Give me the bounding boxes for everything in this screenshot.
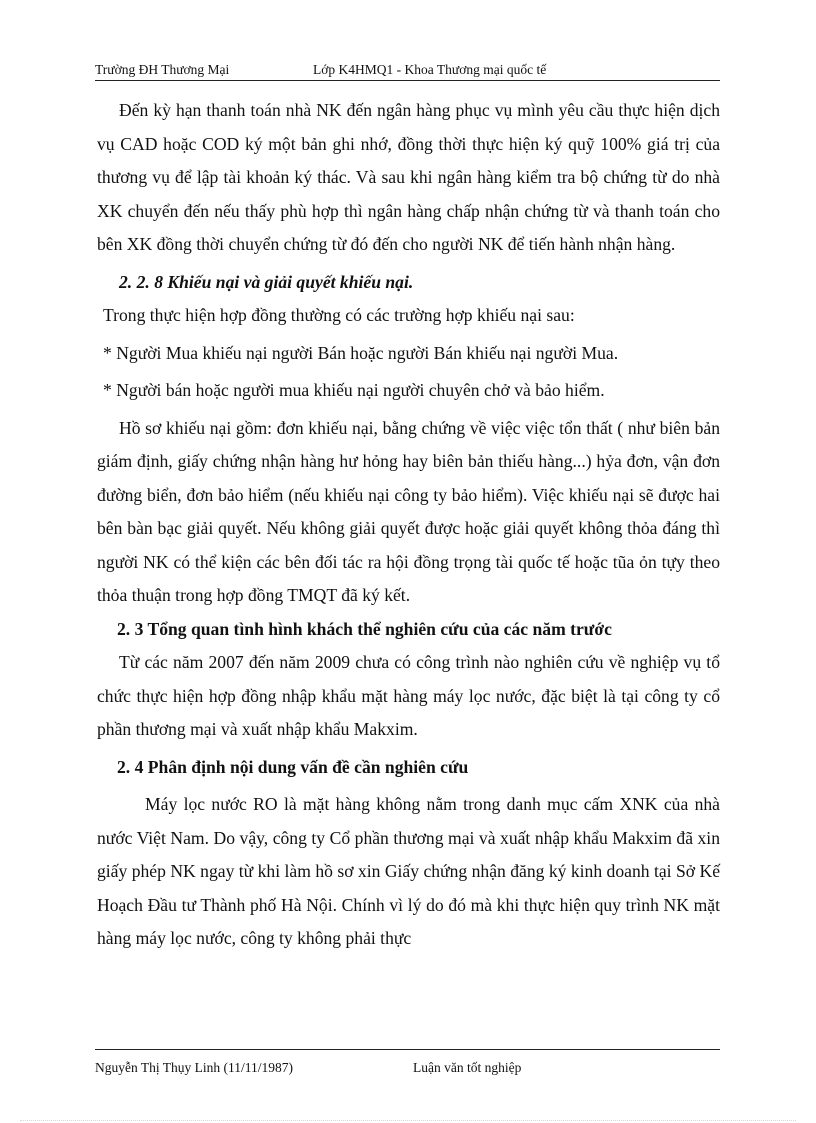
- paragraph-complaint-intro: Trong thực hiện hợp đồng thường có các trường hợp khiếu nại sau:: [103, 305, 575, 325]
- paragraph-ro-filter: Máy lọc nước RO là mặt hàng không nằm trong danh mục cấm XNK của nhà nước Việt Nam. Do vậy, công ty Cổ phần thương mại và xuất nhập khẩu Makxim đã xin giấy phép NK ngay từ khi làm hồ sơ xin Giấy chứng nhận đăng ký kinh doanh tại Sở Kế Hoạch Đầu tư Thành phố Hà Nội. Chính vì lý do đó mà khi thực hiện quy trình NK mặt hàng máy lọc nước, công ty không phải thực: [97, 794, 720, 948]
- document-body: [97, 94, 720, 956]
- paragraph-overview: Từ các năm 2007 đến năm 2009 chưa có công trình nào nghiên cứu về nghiệp vụ tổ chức thực hiện hợp đồng nhập khẩu mặt hàng máy lọc nước, đặc biệt là tại công ty cổ phần thương mại và xuất nhập khẩu Makxim.: [97, 652, 720, 739]
- header-class: Lớp K4HMQ1 - Khoa Thương mại quốc tế: [313, 62, 547, 77]
- paragraph-payment: Đến kỳ hạn thanh toán nhà NK đến ngân hàng phục vụ mình yêu cầu thực hiện dịch vụ CAD hoặc COD ký một bản ghi nhớ, đồng thời thực hiện ký quỹ 100% giá trị của thương vụ để lập tài khoản ký thác. Và sau khi ngân hàng kiểm tra bộ chứng từ do nhà XK chuyển đến nếu thấy phù hợp thì ngân hàng chấp nhận chứng từ và thanh toán cho bên XK đồng thời chuyển chứng từ đó đến cho người NK để tiến hành nhận hàng.: [97, 100, 720, 254]
- section-heading-2-3: 2. 3 Tổng quan tình hình khách thể nghiên cứu của các năm trước: [117, 618, 612, 639]
- bullet-item: * Người bán hoặc người mua khiếu nại người chuyên chở và bảo hiểm.: [103, 380, 605, 400]
- section-heading-2-4: 2. 4 Phân định nội dung vấn đề cần nghiên cứu: [117, 756, 469, 777]
- page-header: [95, 60, 720, 81]
- footer-author: Nguyễn Thị Thụy Linh (11/11/1987): [95, 1060, 293, 1075]
- footer-title: Luận văn tốt nghiệp: [413, 1060, 522, 1075]
- footer-divider: [95, 1049, 720, 1050]
- page-edge-divider: [20, 1120, 796, 1121]
- bullet-item: * Người Mua khiếu nại người Bán hoặc người Bán khiếu nại người Mua.: [103, 342, 619, 363]
- header-school: Trường ĐH Thương Mại: [95, 62, 230, 77]
- section-heading-2-2-8: 2. 2. 8 Khiếu nại và giải quyết khiếu nại.: [119, 271, 414, 292]
- paragraph-complaint-dossier: Hồ sơ khiếu nại gồm: đơn khiếu nại, bằng chứng về việc việc tổn thất ( như biên bản giám định, giấy chứng nhận hàng hư hỏng hay biên bản thiếu hàng...) hỷa đơn, vận đơn đường biển, đơn bảo hiểm (nếu khiếu nại công ty bảo hiểm). Việc khiếu nại sẽ được hai bên bàn bạc giải quyết. Nếu không giải quyết được hoặc giải quyết không thỏa đáng thì người NK có thể kiện các bên đối tác ra hội đồng trọng tài quốc tế hoặc tũa ỏn tựy theo thỏa thuận trong hợp đồng TMQT đã ký kết.: [97, 417, 720, 605]
